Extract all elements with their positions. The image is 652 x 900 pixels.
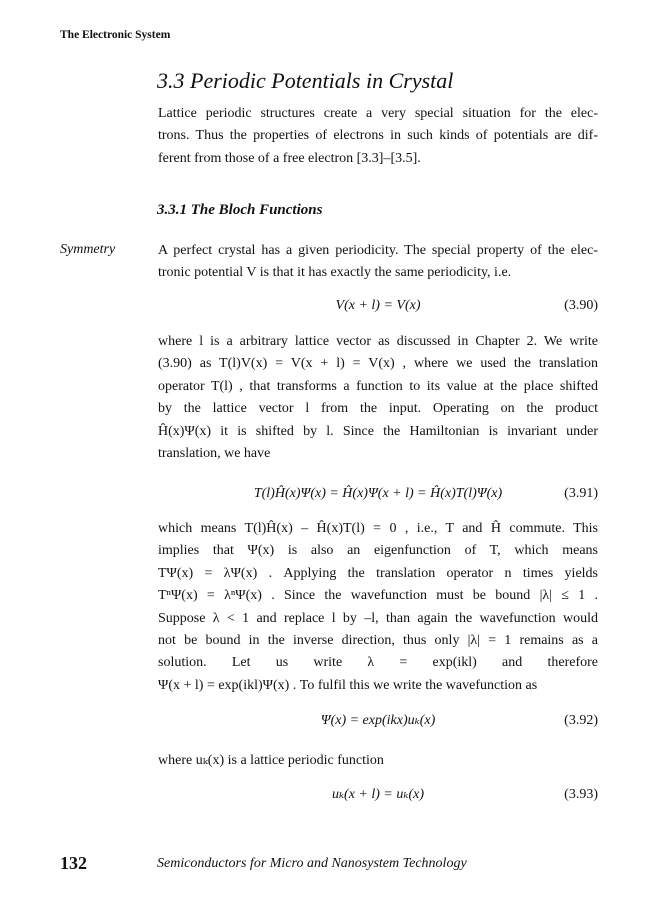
text-line: tronic potential V is that it has exactly the same periodicity, i.e. [158, 265, 512, 281]
paragraph-periodic [158, 750, 598, 772]
text-line: implies that Ψ(x) is also an eigenfunction of T, which means [158, 543, 598, 559]
equation-expression: V(x + l) = V(x) [335, 298, 421, 313]
text-line: Lattice periodic structures create a very special situation for the elec- [158, 106, 598, 121]
text-line: Ψ(x + l) = exp(ikl)Ψ(x) . To fulfil this we write the wavefunction as [158, 677, 538, 693]
text-line: TⁿΨ(x) = λⁿΨ(x) . Since the wavefunction must be bound |λ| ≤ 1 . [158, 588, 598, 604]
equation-3-92 [158, 709, 598, 733]
text-line: where l is a arbitrary lattice vector as discussed in Chapter 2. We write [158, 334, 598, 349]
equation-expression: T(l)Ĥ(x)Ψ(x) = Ĥ(x)Ψ(x + l) = Ĥ(x)T(l)Ψ(x) [253, 486, 503, 501]
equation-number: (3.93) [564, 787, 598, 802]
section-title: 3.3 Periodic Potentials in Crystal [157, 68, 454, 93]
subsection-title: 3.3.1 The Bloch Functions [157, 202, 323, 218]
text-line: by the lattice vector l from the input. Operating on the product [158, 401, 598, 417]
text-line: solution. Let us write λ = exp(ikl) and therefore [158, 655, 598, 671]
margin-note: Symmetry [60, 242, 116, 257]
text-line: where uₖ(x) is a lattice periodic function [158, 753, 384, 768]
equation-3-93 [158, 783, 598, 807]
equation-number: (3.90) [564, 298, 598, 313]
text-line: TΨ(x) = λΨ(x) . Applying the translation operator n times yields [158, 565, 598, 581]
text-line: Ĥ(x)Ψ(x) it is shifted by l. Since the Hamiltonian is invariant under [158, 423, 598, 439]
paragraph-commute [158, 518, 598, 697]
text-line: A perfect crystal has a given periodicity. The special property of the elec- [158, 243, 598, 258]
equation-number: (3.91) [564, 486, 598, 501]
equation-3-91 [158, 482, 598, 506]
text-line: translation, we have [158, 446, 271, 462]
equation-number: (3.92) [564, 713, 598, 728]
running-head: The Electronic System [60, 29, 171, 41]
paragraph-symmetry [158, 240, 598, 285]
equation-expression: Ψ(x) = exp(ikx)uₖ(x) [320, 713, 436, 728]
text-line: Suppose λ < 1 and replace l by –l, than again the wavefunction would [158, 610, 598, 626]
text-line: ferent from those of a free electron [3.3]–[3.5]. [158, 150, 421, 166]
text-line: operator T(l) , that transforms a function to its value at the place shifted [158, 378, 598, 394]
intro-paragraph [158, 103, 598, 170]
book-title: Semiconductors for Micro and Nanosystem Technology [157, 856, 467, 871]
text-line: not be bound in the inverse direction, thus only |λ| = 1 remains as a [158, 633, 598, 649]
page-number: 132 [60, 853, 87, 873]
text-line: which means T(l)Ĥ(x) – Ĥ(x)T(l) = 0 , i.e., T and Ĥ commute. This [158, 521, 598, 536]
text-line: trons. Thus the properties of electrons in such kinds of potentials are dif- [158, 128, 598, 144]
equation-3-90 [158, 294, 598, 318]
paragraph-translation [158, 331, 598, 465]
equation-expression: uₖ(x + l) = uₖ(x) [331, 787, 425, 802]
text-line: (3.90) as T(l)V(x) = V(x + l) = V(x) , where we used the translation [158, 356, 598, 372]
